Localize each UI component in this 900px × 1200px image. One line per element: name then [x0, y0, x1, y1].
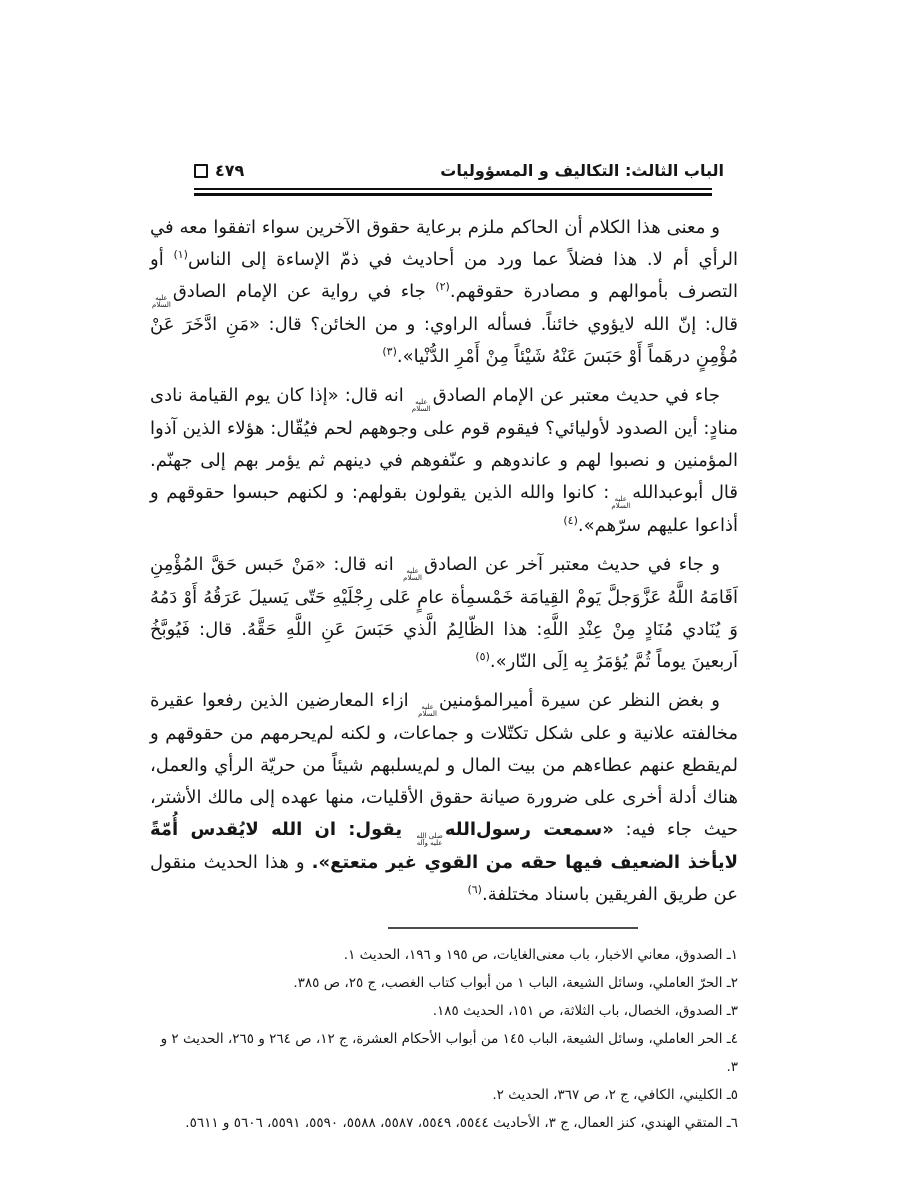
body-text-run: أو التصرف بأموالهم و مصادرة حقوقهم. — [150, 249, 738, 302]
body-text — [150, 212, 738, 911]
honorific-line: السلام — [403, 574, 422, 582]
page-header — [194, 160, 724, 182]
page-number: ٤٧٩ — [215, 161, 245, 180]
footnote-ref: (٣) — [382, 345, 397, 358]
footnote: ٤ـ الحر العاملي، وسائل الشيعة، الباب ١٤٥ من أبواب الأحكام العشرة، ج ١٢، ص ٢٦٤ و ٢٦٥، الحديث ٢ و ٣. — [160, 1031, 738, 1075]
hadith-quote-bold: «سمعت رسول‌الله — [444, 819, 614, 840]
square-box-icon — [194, 164, 208, 178]
footnote-ref: (٢) — [435, 280, 450, 293]
footnote-ref: (١) — [173, 248, 188, 261]
footnote-ref: (٤) — [563, 514, 578, 527]
honorific-line: عليه — [421, 703, 434, 711]
honorific-icon — [416, 833, 442, 847]
honorific-line: عليه — [155, 294, 168, 302]
honorific-line: صلى الله — [416, 832, 443, 840]
honorific-icon — [152, 295, 171, 309]
footnote: ٦ـ المتقي الهندي، كنز العمال، ج ٣، الأحاديث ٥٥٤٤، ٥٥٤٩، ٥٥٨٧، ٥٥٨٨، ٥٥٩٠، ٥٥٩١، ٥٦٠٦ و ٥٦١١. — [185, 1115, 738, 1131]
honorific-icon — [611, 496, 630, 510]
honorific-line: عليه — [415, 398, 428, 406]
body-text-run: جاء في رواية عن الإمام الصادق — [172, 281, 436, 302]
body-text-run: و جاء في حديث معتبر آخر عن الصادق — [424, 554, 720, 575]
honorific-icon — [412, 399, 431, 413]
body-text-run: انه قال: «مَنْ حَبس حَقَّ المُؤْمِنِ اَقَامَهُ اللَّهُ عَزَّوَجلَّ يَومْ القِيامَة خَمْسمِأة عامٍ عَلى رِجْلَيْهِ حَتّى يَسيلَ عَرَقُهُ أَوْ دَمُهُ وَ يُنَادي مُنَادٍ مِنْ عِنْدِ اللَّهِ: هذا الظّالِمُ الَّذي حَبَسَ عَنِ اللَّهِ حَقَّهُ. قال: فَيُوبَّخُ اَربعينَ يوماً ثُمَّ يُؤمَرُ بِه اِلَى النّار». — [150, 554, 738, 672]
honorific-line: السلام — [152, 301, 171, 309]
footnote: ٢ـ الحرّ العاملي، وسائل الشيعة، الباب ١ من أبواب كتاب الغصب، ج ٢٥، ص ٣٨٥. — [293, 975, 738, 991]
body-text-run: انه قال: «إذا كان يوم القيامة نادى منادٍ: أين الصدود لأوليائي؟ فيقوم قوم على وجوههم لحم فيُقّال: هؤلاء الذين آذوا المؤمنين و نصبوا لهم و عاندوهم و عنّفوهم في دينهم ثم يؤمر بهم إلى جهنّم. قال أبوعبدالله — [150, 385, 738, 503]
footnote-separator — [388, 927, 638, 929]
body-paragraph — [150, 549, 738, 678]
honorific-line: السلام — [418, 710, 437, 718]
body-text-run: قال: إنّ الله لايؤوي خائناً. فسأله الراوي: و من الخائن؟ قال: «مَنِ ادَّخَرَ عَنْ مُؤْمِنٍ درهَماً أَوْ حَبَسَ عَنْهُ شَيْئاً مِنْ أَمْرِ الدُّنْيا». — [150, 314, 738, 367]
body-text-run: ازاء المعارضين الذين رفعوا عقيرة مخالفته علانية و على شكل تكتّلات و جماعات، و لكنه لم‌يحرمهم من حقوقهم و لم‌يقطع عنهم عطاءهم من بيت المال و لم‌يسلبهم شيئاً من حريّة الرأي والعمل، هناك أدلة أخرى على ضرورة صيانة حقوق الأقليات، منها عهده إلى مالك الأشتر، حيث جاء فيه: — [150, 690, 738, 840]
footnote: ١ـ الصدوق، معاني الاخبار، باب معنى‌الغايات، ص ١٩٥ و ١٩٦، الحديث ١. — [343, 947, 738, 963]
footnotes — [150, 941, 738, 1137]
body-text-run: و بغض النظر عن سيرة أميرالمؤمنين — [438, 690, 720, 711]
hadith-quote-bold: يقول: ان الله لايُقدس أُمّةً لايأخذ الضعيف فيها حقه من القوي غير متعتع». — [150, 819, 738, 873]
honorific-icon — [418, 704, 437, 718]
honorific-line: عليه وآله — [416, 839, 443, 847]
honorific-line: عليه — [614, 495, 627, 503]
footnote: ٣ـ الصدوق، الخصال، باب الثلاثة، ص ١٥١، الحديث ١٨٥. — [432, 1003, 738, 1019]
body-paragraph — [150, 212, 738, 373]
body-text-run: و معنى هذا الكلام أن الحاكم ملزم برعاية حقوق الآخرين سواء اتفقوا معه في الرأي أم لا. هذا فضلاً عما ورد من أحاديث في ذمّ الإساءة إلى الناس — [150, 217, 739, 270]
body-text-run: و هذا الحديث منقول عن طريق الفريقين باسناد مختلفة. — [150, 852, 738, 905]
page-number-group — [194, 160, 244, 182]
body-text-run: جاء في حديث معتبر عن الإمام الصادق — [432, 385, 720, 406]
footnote: ٥ـ الكليني، الكافي، ج ٢، ص ٣٦٧، الحديث ٢. — [492, 1087, 738, 1103]
footnote-ref: (٥) — [475, 650, 490, 663]
body-text-run: : كانوا والله الذين يقولون بقولهم: و لكنهم حبسوا حقوقهم و أذاعوا عليهم سرّهم». — [150, 482, 738, 536]
header-rule — [194, 188, 712, 196]
honorific-line: السلام — [611, 502, 631, 510]
page-content — [150, 160, 738, 1137]
honorific-icon — [403, 568, 422, 582]
chapter-title: الباب الثالث: التكاليف و المسؤوليات — [440, 161, 724, 180]
footnote-ref: (٦) — [467, 883, 482, 896]
honorific-line: السلام — [411, 405, 431, 413]
honorific-line: عليه — [406, 567, 419, 575]
body-paragraph — [150, 380, 738, 542]
body-paragraph — [150, 685, 738, 911]
